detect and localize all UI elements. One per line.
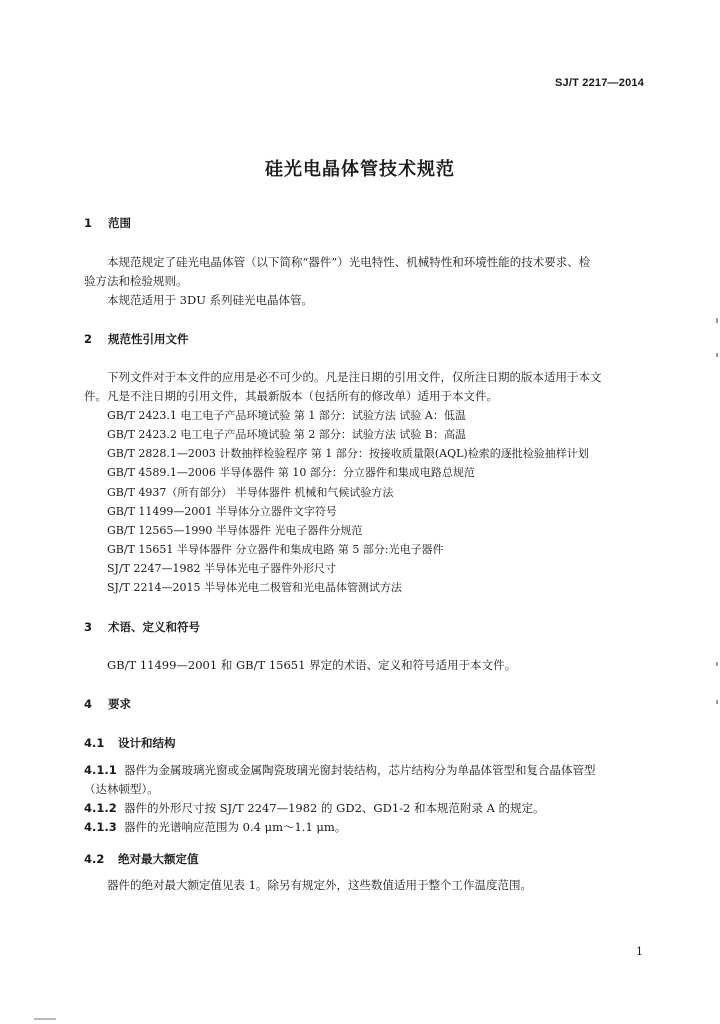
section-number: 3 — [84, 620, 93, 634]
reference-item: GB/T 4937（所有部分） 半导体器件 机械和气候试验方法 — [107, 486, 394, 499]
subsection-number: 4.1 — [84, 736, 105, 750]
subsection-title: 设计和结构 — [118, 736, 176, 750]
reference-item: GB/T 2828.1—2003 计数抽样检验程序 第 1 部分：按接收质量限(AQL)检索的逐批检验抽样计划 — [107, 447, 589, 460]
section-number: 2 — [84, 332, 93, 346]
clause-text: 器件为金属玻璃光窗或金属陶瓷玻璃光窗封装结构，芯片结构分为单晶体管型和复合晶体管型 — [124, 763, 596, 777]
document-title: 硅光电晶体管技术规范 — [265, 159, 455, 180]
section-title: 要求 — [108, 697, 131, 711]
clause-4-1-3 — [84, 819, 346, 835]
scan-mark — [34, 1018, 56, 1020]
reference-item: GB/T 15651 半导体器件 分立器件和集成电路 第 5 部分:光电子器件 — [107, 543, 444, 556]
section-number: 1 — [84, 216, 93, 230]
clause-number: 4.1.1 — [84, 763, 117, 777]
section-title: 术语、定义和符号 — [108, 620, 200, 634]
clause-4-1-2 — [84, 800, 545, 816]
clause-4-1-1-line-1 — [84, 762, 596, 778]
section-1-paragraph-2: 本规范适用于 3DU 系列硅光电晶体管。 — [107, 293, 314, 307]
section-2-paragraph-line-2: 件。凡是不注日期的引用文件，其最新版本（包括所有的修改单）适用于本文件。 — [84, 389, 498, 403]
clause-text: 器件的外形尺寸按 SJ/T 2247—1982 的 GD2、GD1-2 和本规范附录 A 的规定。 — [124, 801, 545, 815]
scan-mark — [716, 353, 718, 357]
subsection-4-2-heading — [84, 851, 199, 867]
reference-item: GB/T 4589.1—2006 半导体器件 第 10 部分：分立器件和集成电路总规范 — [107, 466, 475, 479]
scan-mark — [716, 318, 718, 323]
subsection-4-2-paragraph: 器件的绝对最大额定值见表 1。除另有规定外，这些数值适用于整个工作温度范围。 — [107, 878, 532, 892]
section-1-paragraph-1-line-2: 验方法和检验规则。 — [84, 274, 188, 288]
subsection-number: 4.2 — [84, 852, 105, 866]
section-3-paragraph: GB/T 11499—2001 和 GB/T 15651 界定的术语、定义和符号适用于本文件。 — [107, 658, 517, 672]
subsection-title: 绝对最大额定值 — [118, 852, 199, 866]
clause-text: 器件的光谱响应范围为 0.4 μm～1.1 μm。 — [124, 820, 347, 834]
reference-item: SJ/T 2214—2015 半导体光电二极管和光电晶体管测试方法 — [107, 581, 402, 594]
section-number: 4 — [84, 697, 93, 711]
document-number: SJ/T 2217—2014 — [555, 77, 645, 89]
clause-4-1-1-line-2: （达林顿型）。 — [84, 782, 159, 796]
scan-mark — [716, 700, 718, 704]
section-1-heading — [84, 215, 131, 231]
section-title: 规范性引用文件 — [108, 332, 189, 346]
section-2-heading — [84, 331, 189, 347]
reference-item: GB/T 11499—2001 半导体分立器件文字符号 — [107, 505, 337, 518]
page-number: 1 — [636, 945, 643, 958]
subsection-4-1-heading — [84, 735, 176, 751]
reference-item: GB/T 2423.1 电工电子产品环境试验 第 1 部分：试验方法 试验 A：低温 — [107, 409, 466, 422]
section-1-paragraph-1-line-1: 本规范规定了硅光电晶体管（以下简称“器件”）光电特性、机械特性和环境性能的技术要求、检 — [107, 255, 591, 269]
clause-number: 4.1.2 — [84, 801, 117, 815]
section-title: 范围 — [108, 216, 131, 230]
reference-item: GB/T 2423.2 电工电子产品环境试验 第 2 部分：试验方法 试验 B：高温 — [107, 428, 466, 441]
scan-mark — [716, 662, 718, 666]
reference-item: GB/T 12565—1990 半导体器件 光电子器件分规范 — [107, 524, 363, 537]
reference-item: SJ/T 2247—1982 半导体光电子器件外形尺寸 — [107, 562, 336, 575]
section-4-heading — [84, 696, 131, 712]
clause-number: 4.1.3 — [84, 820, 117, 834]
section-2-paragraph-line-1: 下列文件对于本文件的应用是必不可少的。凡是注日期的引用文件，仅所注日期的版本适用于本文 — [107, 370, 602, 384]
section-3-heading — [84, 619, 200, 635]
